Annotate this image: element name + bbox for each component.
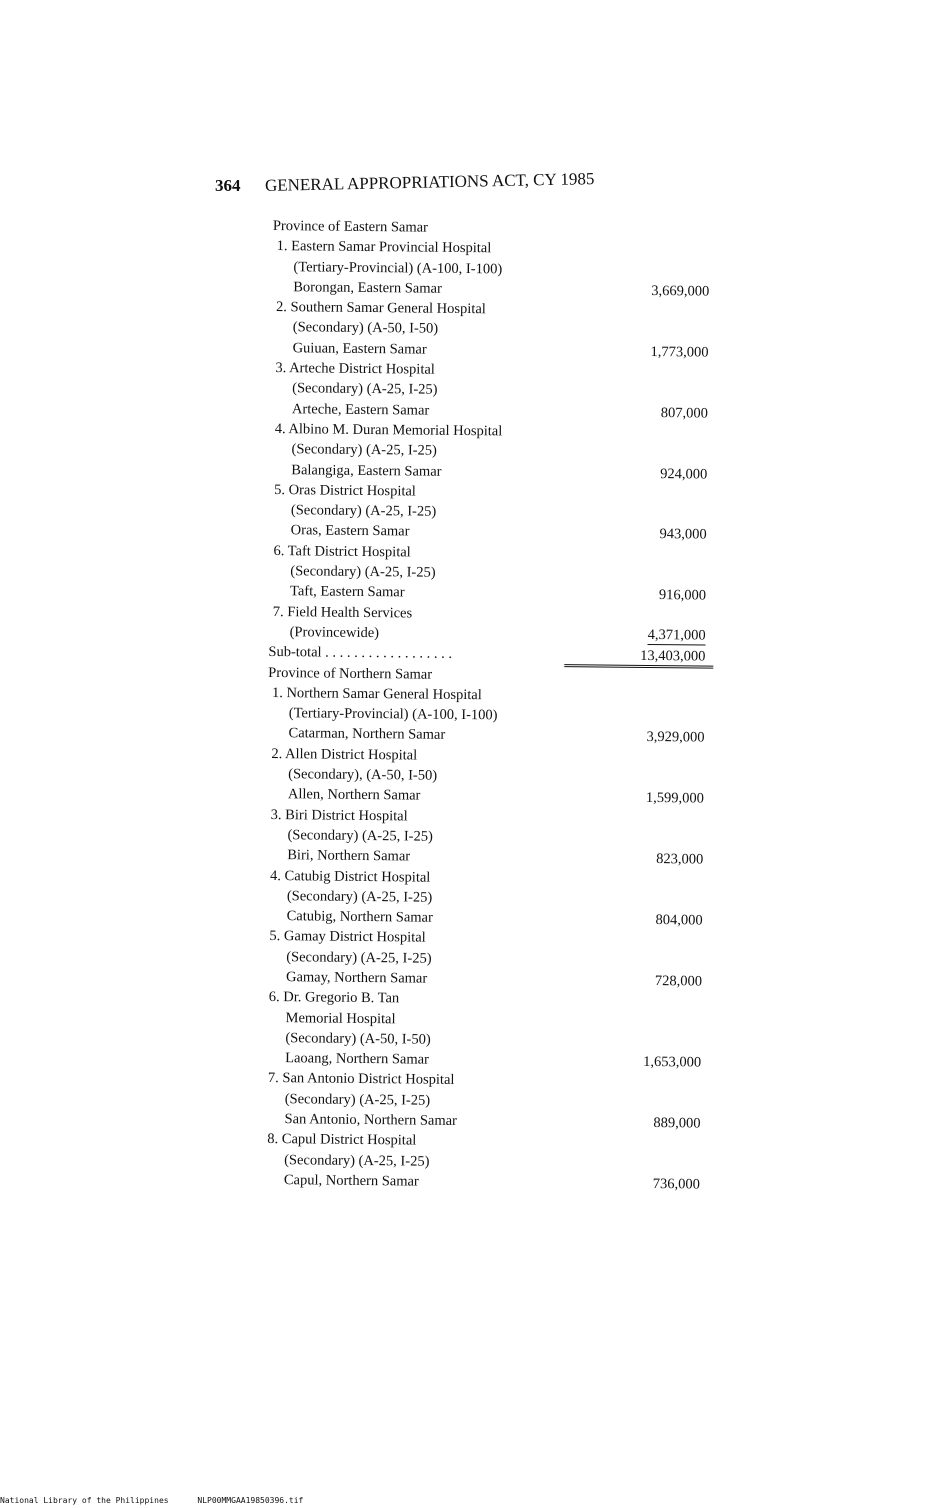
line-text: (Secondary) (A-50, I-50) bbox=[292, 319, 439, 338]
line-text: (Secondary) (A-25, I-25) bbox=[290, 563, 436, 581]
line-text: (Secondary) (A-50, I-50) bbox=[285, 1030, 431, 1048]
line-text: (Tertiary-Provincial) (A-100, I-100) bbox=[293, 258, 503, 277]
line-text: 5. Gamay District Hospital bbox=[269, 928, 426, 947]
line-text: (Secondary), (A-50, I-50) bbox=[288, 766, 438, 784]
line-text: 6. Taft District Hospital bbox=[273, 542, 411, 561]
line-text: Catubig, Northern Samar bbox=[286, 908, 433, 926]
line-text: Taft, Eastern Samar bbox=[289, 583, 405, 601]
appropriation-amount: 728,000 bbox=[654, 973, 703, 990]
scan-footer bbox=[0, 1496, 327, 1505]
appropriation-amount: 804,000 bbox=[655, 912, 703, 929]
line-text: 2. Allen District Hospital bbox=[271, 745, 418, 764]
appropriation-amount: 4,371,000 bbox=[647, 626, 706, 644]
line-text: 4. Albino M. Duran Memorial Hospital bbox=[274, 420, 503, 440]
appropriation-amount: 3,669,000 bbox=[651, 282, 710, 300]
line-text: Biri, Northern Samar bbox=[287, 847, 411, 865]
line-text: Laoang, Northern Samar bbox=[285, 1050, 430, 1068]
line-text: 6. Dr. Gregorio B. Tan bbox=[268, 989, 400, 1007]
page-number: 364 bbox=[215, 176, 241, 195]
line-text: 7. San Antonio District Hospital bbox=[267, 1070, 455, 1089]
subtotal-amount: 13,403,000 bbox=[640, 648, 706, 665]
appropriation-amount: 889,000 bbox=[653, 1115, 701, 1132]
line-text: 3. Biri District Hospital bbox=[270, 806, 408, 825]
appropriation-amount: 736,000 bbox=[652, 1175, 700, 1193]
appropriations-list bbox=[263, 216, 718, 1195]
line-text: San Antonio, Northern Samar bbox=[284, 1111, 457, 1130]
line-text: (Provincewide) bbox=[289, 624, 380, 642]
line-text: (Secondary) (A-25, I-25) bbox=[290, 502, 437, 520]
line-text: Borongan, Eastern Samar bbox=[293, 279, 442, 297]
appropriation-amount: 1,773,000 bbox=[650, 343, 709, 361]
line-text: Allen, Northern Samar bbox=[287, 786, 421, 804]
line-text: (Tertiary-Provincial) (A-100, I-100) bbox=[288, 705, 498, 724]
appropriation-amount: 3,929,000 bbox=[646, 729, 705, 746]
line-text: Oras, Eastern Samar bbox=[290, 522, 410, 540]
line-text: Arteche, Eastern Samar bbox=[291, 400, 430, 419]
line-text: (Secondary) (A-25, I-25) bbox=[287, 827, 433, 845]
line-text: 5. Oras District Hospital bbox=[274, 481, 416, 500]
line-text: 1. Northern Samar General Hospital bbox=[271, 684, 482, 704]
province-heading: Province of Eastern Samar bbox=[272, 217, 429, 236]
appropriation-amount: 807,000 bbox=[660, 404, 709, 422]
line-text: (Secondary) (A-25, I-25) bbox=[286, 948, 432, 967]
line-text: Capul, Northern Samar bbox=[283, 1172, 419, 1190]
line-text: (Secondary) (A-25, I-25) bbox=[286, 887, 433, 906]
line-text: 8. Capul District Hospital bbox=[267, 1131, 417, 1149]
line-text: (Secondary) (A-25, I-25) bbox=[291, 441, 437, 459]
line-text: Gamay, Northern Samar bbox=[285, 969, 428, 987]
appropriation-amount: 1,599,000 bbox=[645, 790, 705, 807]
line-text: (Secondary) (A-25, I-25) bbox=[284, 1151, 430, 1170]
appropriation-amount: 1,653,000 bbox=[643, 1054, 702, 1071]
page-title: GENERAL APPROPRIATIONS ACT, CY 1985 bbox=[265, 169, 595, 195]
footer-file-id: NLP00MMGAA19850396.tif bbox=[197, 1496, 304, 1505]
line-text: (Secondary) (A-25, I-25) bbox=[284, 1090, 431, 1109]
line-text: 2. Southern Samar General Hospital bbox=[275, 299, 486, 318]
subtotal-label: Sub-total . . . . . . . . . . . . . . . . . . bbox=[268, 644, 453, 663]
hospital-detail bbox=[263, 1170, 708, 1195]
line-text: 7. Field Health Services bbox=[272, 603, 413, 622]
page-header bbox=[215, 169, 595, 196]
line-text: 4. Catubig District Hospital bbox=[270, 867, 431, 886]
line-text: Guiuan, Eastern Samar bbox=[292, 339, 427, 358]
appropriation-amount: 943,000 bbox=[659, 526, 707, 544]
appropriation-amount: 924,000 bbox=[660, 465, 708, 483]
line-text: 3. Arteche District Hospital bbox=[275, 360, 435, 378]
province-heading: Province of Northern Samar bbox=[268, 664, 433, 683]
line-text: Balangiga, Eastern Samar bbox=[291, 461, 442, 480]
appropriation-amount: 916,000 bbox=[658, 587, 707, 604]
line-text: 1. Eastern Samar Provincial Hospital bbox=[276, 238, 492, 257]
footer-source: National Library of the Philippines bbox=[0, 1496, 169, 1505]
appropriation-amount: 823,000 bbox=[656, 851, 704, 868]
line-text: Catarman, Northern Samar bbox=[288, 725, 446, 744]
line-text: (Secondary) (A-25, I-25) bbox=[292, 380, 438, 399]
line-text: Memorial Hospital bbox=[285, 1009, 396, 1027]
